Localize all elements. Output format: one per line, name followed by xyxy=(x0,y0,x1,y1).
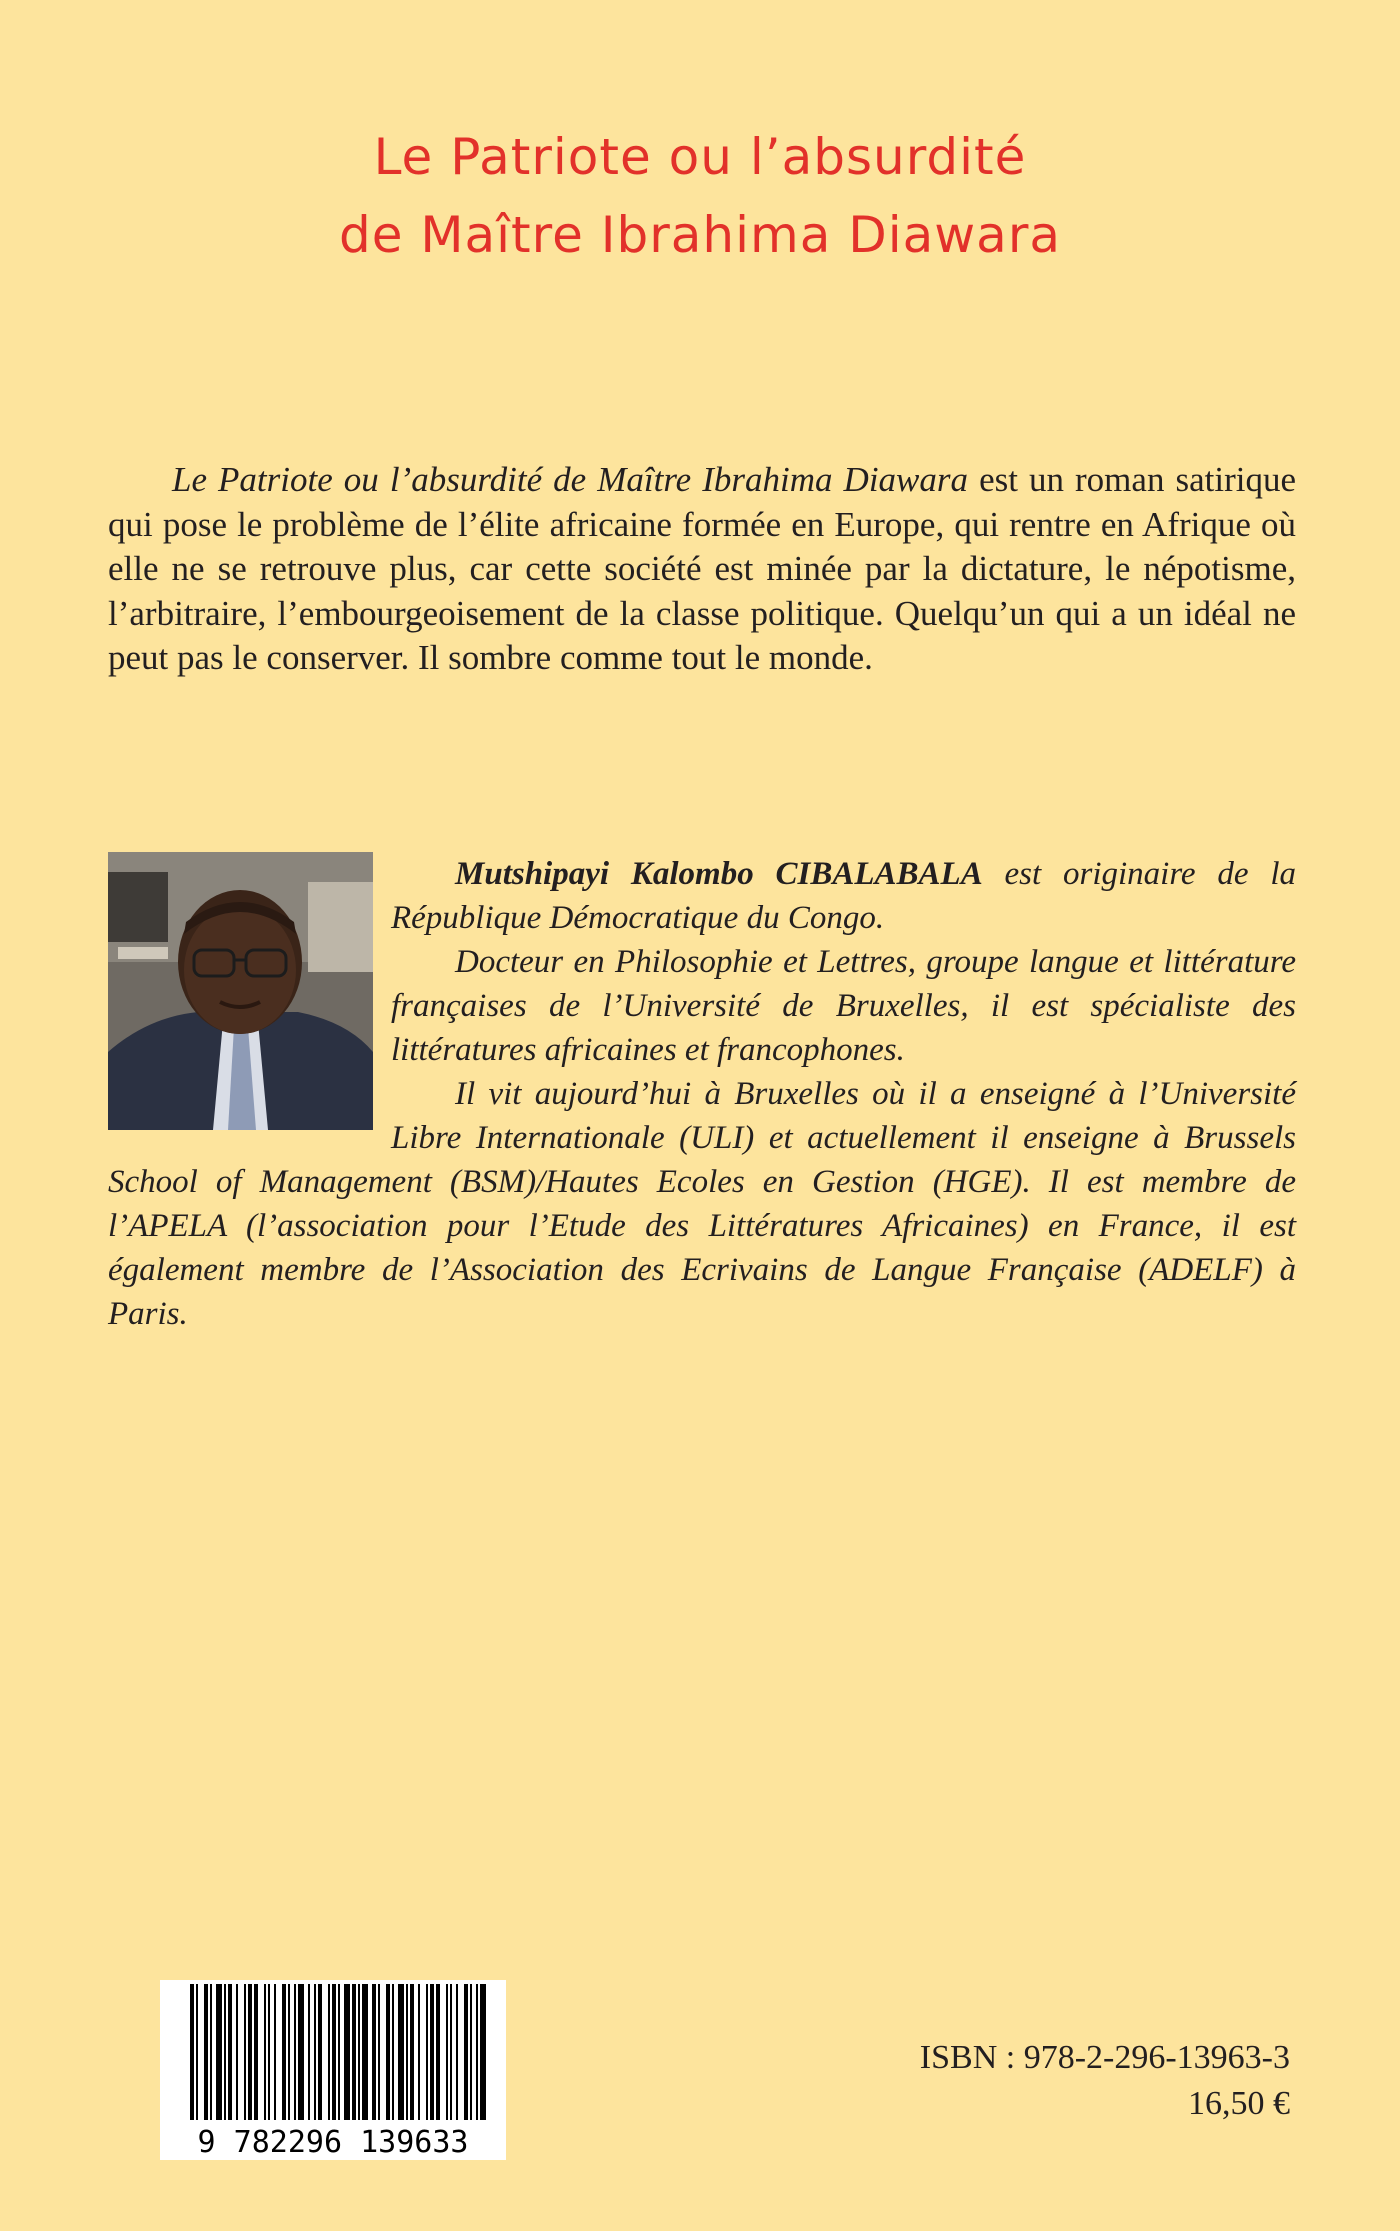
barcode-bar xyxy=(352,1984,356,2120)
barcode-bar xyxy=(362,1984,368,2120)
barcode-bar xyxy=(204,1984,208,2120)
barcode-bar xyxy=(436,1984,440,2120)
barcode-bar xyxy=(332,1984,336,2120)
barcode-bar xyxy=(236,1984,238,2120)
summary-text: est un roman satirique qui pose le problème de l’élite africaine formée en Europe, qui rentre en Afrique où elle ne se retrouve plus, car cette société est minée par la dictature, le népotisme, l’arbitraire, l’embourgeoisement de la classe politique. Quelqu’un qui a un idéal ne peut pas le conserver. Il sombre comme tout le monde. xyxy=(108,460,1297,677)
barcode-bar xyxy=(392,1984,394,2120)
author-origin: est originaire de la République Démocratique du Congo. xyxy=(391,856,1296,936)
barcode-bar xyxy=(476,1984,478,2120)
barcode-bar xyxy=(282,1984,286,2120)
barcode-bar xyxy=(338,1984,340,2120)
author-biography xyxy=(108,852,1296,1336)
summary-book-title: Le Patriote ou l’absurdité de Maître Ibrahima Diawara xyxy=(172,460,969,499)
price: 16,50 € xyxy=(1188,2085,1290,2122)
barcode-bar xyxy=(224,1984,226,2120)
barcode-bar xyxy=(328,1984,330,2120)
barcode-bar xyxy=(216,1984,222,2120)
barcode-bar xyxy=(410,1984,414,2120)
book-title xyxy=(0,118,1400,274)
barcode-bar xyxy=(418,1984,420,2120)
barcode-bar xyxy=(426,1984,428,2120)
barcode-bar xyxy=(318,1984,322,2120)
author-photo xyxy=(108,852,373,1130)
barcode-bar xyxy=(386,1984,390,2120)
author-name: Mutshipayi Kalombo CIBALABALA xyxy=(455,856,983,892)
barcode xyxy=(160,1980,506,2160)
barcode-bar xyxy=(210,1984,212,2120)
barcode-bar xyxy=(190,1984,194,2120)
barcode-bar xyxy=(446,1984,448,2120)
barcode-bar xyxy=(450,1984,452,2120)
barcode-bar xyxy=(244,1984,246,2120)
barcode-bar xyxy=(480,1984,486,2120)
barcode-bar xyxy=(372,1984,376,2120)
barcode-bar xyxy=(398,1984,404,2120)
barcode-bar xyxy=(264,1984,266,2120)
barcode-bar xyxy=(228,1984,232,2120)
barcode-bar xyxy=(298,1984,304,2120)
author-portrait-illustration xyxy=(108,852,373,1130)
isbn: ISBN : 978-2-296-13963-3 xyxy=(919,2039,1290,2076)
barcode-digits: 9 782296 139633 xyxy=(197,2125,469,2160)
barcode-bar xyxy=(196,1984,198,2120)
barcode-bar xyxy=(470,1984,472,2120)
book-title-line-1: Le Patriote ou l’absurdité xyxy=(373,128,1027,186)
barcode-bar xyxy=(254,1984,258,2120)
barcode-bar xyxy=(358,1984,360,2120)
barcode-bar xyxy=(378,1984,380,2120)
barcode-bar xyxy=(294,1984,296,2120)
barcode-bar xyxy=(406,1984,408,2120)
author-career: Il vit aujourd’hui à Bruxelles où il a enseigné à l’Université Libre Internationale (ULI) et actuellement il enseigne à Brussels School of Management (BSM)/Hautes Ecoles en Gestion (HGE). Il est membre de l’APELA (l’association pour l’Etude des Littératures Africaines) en France, il est également membre de l’Association des Ecrivains de Langue Française (ADELF) à Paris. xyxy=(108,1076,1296,1332)
barcode-bar xyxy=(430,1984,434,2120)
barcode-bar xyxy=(344,1984,350,2120)
barcode-graphic xyxy=(160,1980,506,2160)
author-education: Docteur en Philosophie et Lettres, groupe langue et littérature françaises de l’Université de Bruxelles, il est spécialiste des littératures africaines et francophones. xyxy=(391,944,1296,1068)
barcode-bar xyxy=(314,1984,316,2120)
barcode-bar xyxy=(248,1984,252,2120)
barcode-bar xyxy=(464,1984,468,2120)
barcode-bar xyxy=(288,1984,290,2120)
book-summary xyxy=(108,458,1296,681)
barcode-bar xyxy=(274,1984,276,2120)
book-title-line-2: de Maître Ibrahima Diawara xyxy=(338,206,1062,264)
barcode-bar xyxy=(308,1984,310,2120)
barcode-bar xyxy=(268,1984,270,2120)
barcode-bar xyxy=(456,1984,458,2120)
